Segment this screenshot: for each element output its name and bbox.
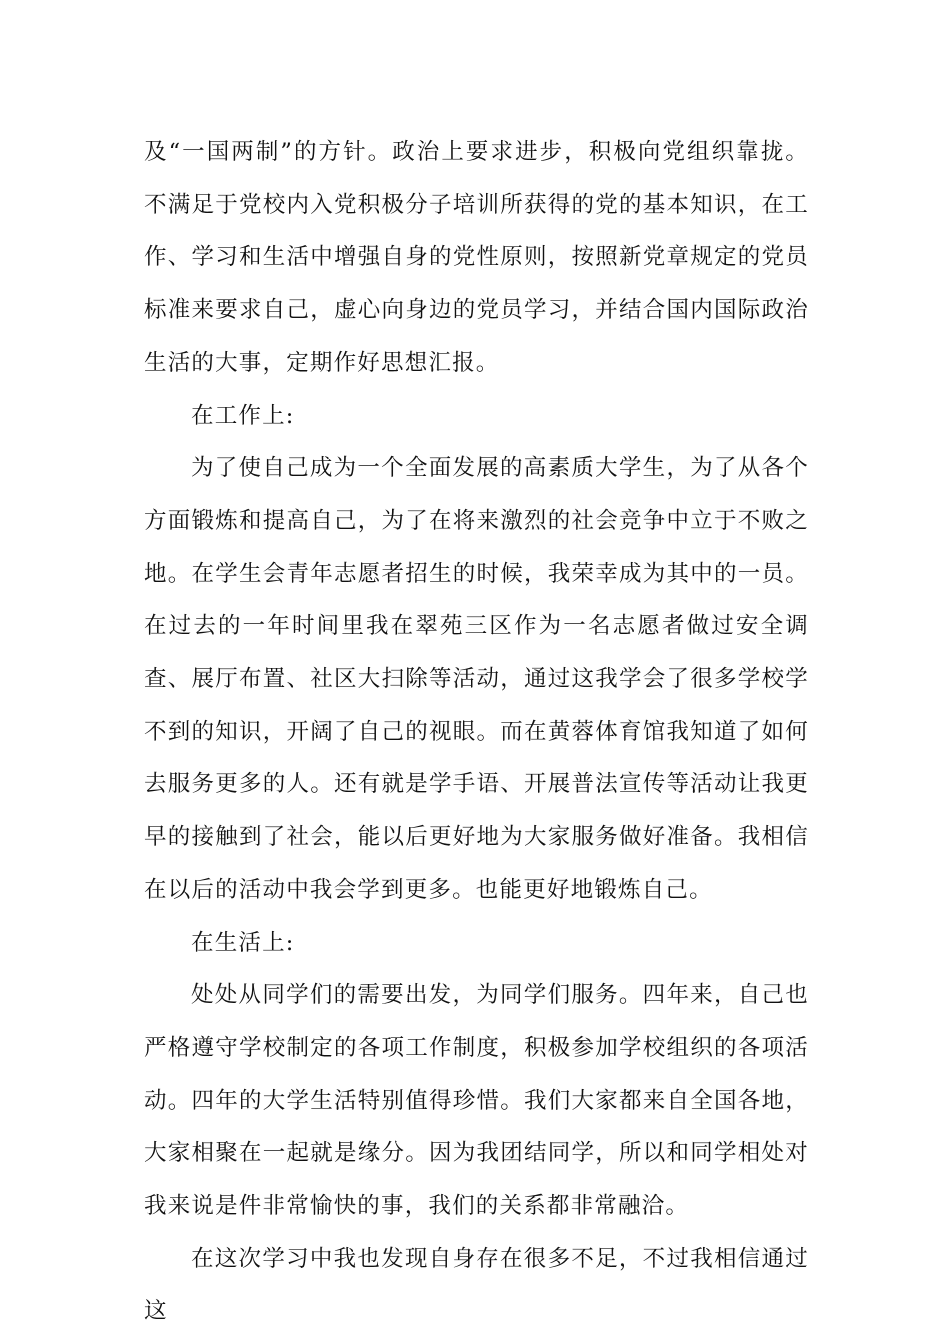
paragraph-political-continuation: 及“一国两制”的方针。政治上要求进步，积极向党组织靠拢。不满足于党校内入党积极分子培训所获得的党的基本知识，在工作、学习和生活中增强自身的党性原则，按照新党章规定的党员标准来要求自己，虚心向身边的党员学习，并结合国内国际政治生活的大事，定期作好思想汇报。 bbox=[144, 139, 809, 376]
paragraph-study-reflection: 在这次学习中我也发现自身存在很多不足，不过我相信通过这 bbox=[144, 1245, 809, 1325]
section-heading-life: 在生活上: bbox=[191, 929, 295, 956]
paragraph-work: 为了使自己成为一个全面发展的高素质大学生，为了从各个方面锻炼和提高自己，为了在将来激烈的社会竞争中立于不败之地。在学生会青年志愿者招生的时候，我荣幸成为其中的一员。在过去的一年时间里我在翠苑三区作为一名志愿者做过安全调查、展厅布置、社区大扫除等活动，通过这我学会了很多学校学不到的知识，开阔了自己的视眼。而在黄蓉体育馆我知道了如何去服务更多的人。还有就是学手语、开展普法宣传等活动让我更早的接触到了社会，能以后更好地为大家服务做好准备。我相信在以后的活动中我会学到更多。也能更好地锻炼自己。 bbox=[144, 455, 809, 903]
section-heading-work: 在工作上: bbox=[191, 402, 295, 429]
document-body bbox=[144, 126, 809, 1338]
paragraph-life: 处处从同学们的需要出发，为同学们服务。四年来，自己也严格遵守学校制定的各项工作制度，积极参加学校组织的各项活动。四年的大学生活特别值得珍惜。我们大家都来自全国各地，大家相聚在一起就是缘分。因为我团结同学，所以和同学相处对我来说是件非常愉快的事，我们的关系都非常融洽。 bbox=[144, 982, 809, 1220]
